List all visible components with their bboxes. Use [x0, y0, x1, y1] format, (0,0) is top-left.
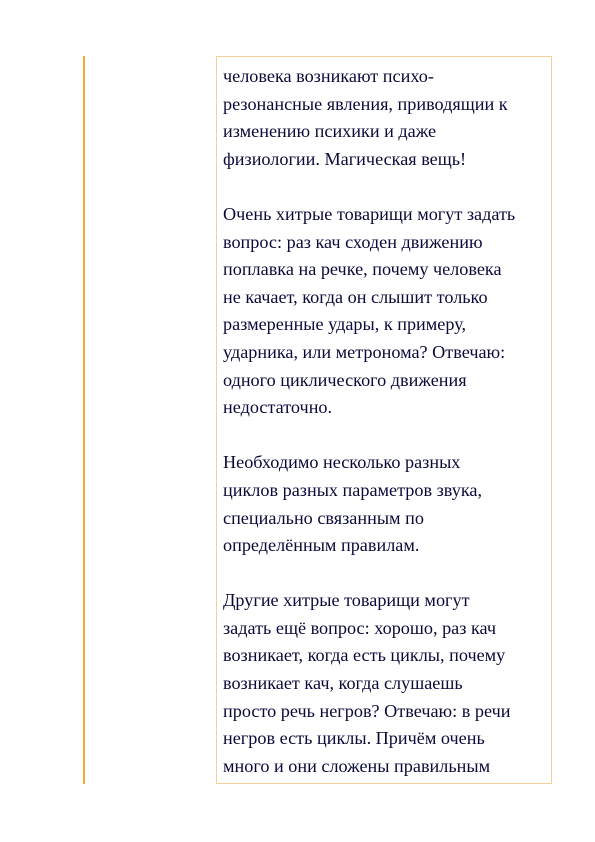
text-line: просто речь негров? Отвечаю: в речи	[223, 700, 511, 721]
margin-rule	[83, 56, 85, 784]
paragraph-1	[223, 63, 549, 173]
text-line: изменению психики и даже	[223, 121, 437, 142]
document-body	[223, 63, 549, 784]
text-line: Другие хитрые товарищи могут	[223, 590, 470, 611]
text-line: резонансные явления, приводящии к	[223, 93, 508, 114]
text-line: физиологии. Магическая вещь!	[223, 148, 467, 169]
paragraph-2	[223, 201, 549, 422]
text-line: определённым правилам.	[223, 535, 420, 556]
text-line: человека возникают психо-	[223, 66, 434, 86]
text-line: ударника, или метронома? Отвечаю:	[223, 341, 506, 362]
text-line: размеренные удары, к примеру,	[223, 314, 467, 335]
text-line: циклов разных параметров звука,	[223, 479, 483, 500]
text-line: возникает кач, когда слушаешь	[223, 673, 463, 694]
text-line: не качает, когда он слышит только	[223, 286, 488, 307]
paragraph-4	[223, 587, 549, 780]
text-line: задать ещё вопрос: хорошо, раз кач	[223, 617, 497, 638]
text-line: поплавка на речке, почему человека	[223, 259, 502, 280]
text-line: негров есть циклы. Причём очень	[223, 728, 485, 749]
text-line: недостаточно.	[223, 397, 333, 418]
text-line: возникает, когда есть циклы, почему	[223, 645, 506, 666]
text-line: Необходимо несколько разных	[223, 452, 461, 473]
text-line: специально связанным по	[223, 507, 424, 528]
paragraph-3	[223, 449, 549, 559]
text-line: Очень хитрые товарищи могут задать	[223, 203, 516, 224]
text-frame	[216, 56, 552, 784]
text-line: одного циклического движения	[223, 369, 467, 390]
text-line: много и они сложены правильным	[223, 755, 491, 776]
text-line: вопрос: раз кач сходен движению	[223, 231, 483, 252]
